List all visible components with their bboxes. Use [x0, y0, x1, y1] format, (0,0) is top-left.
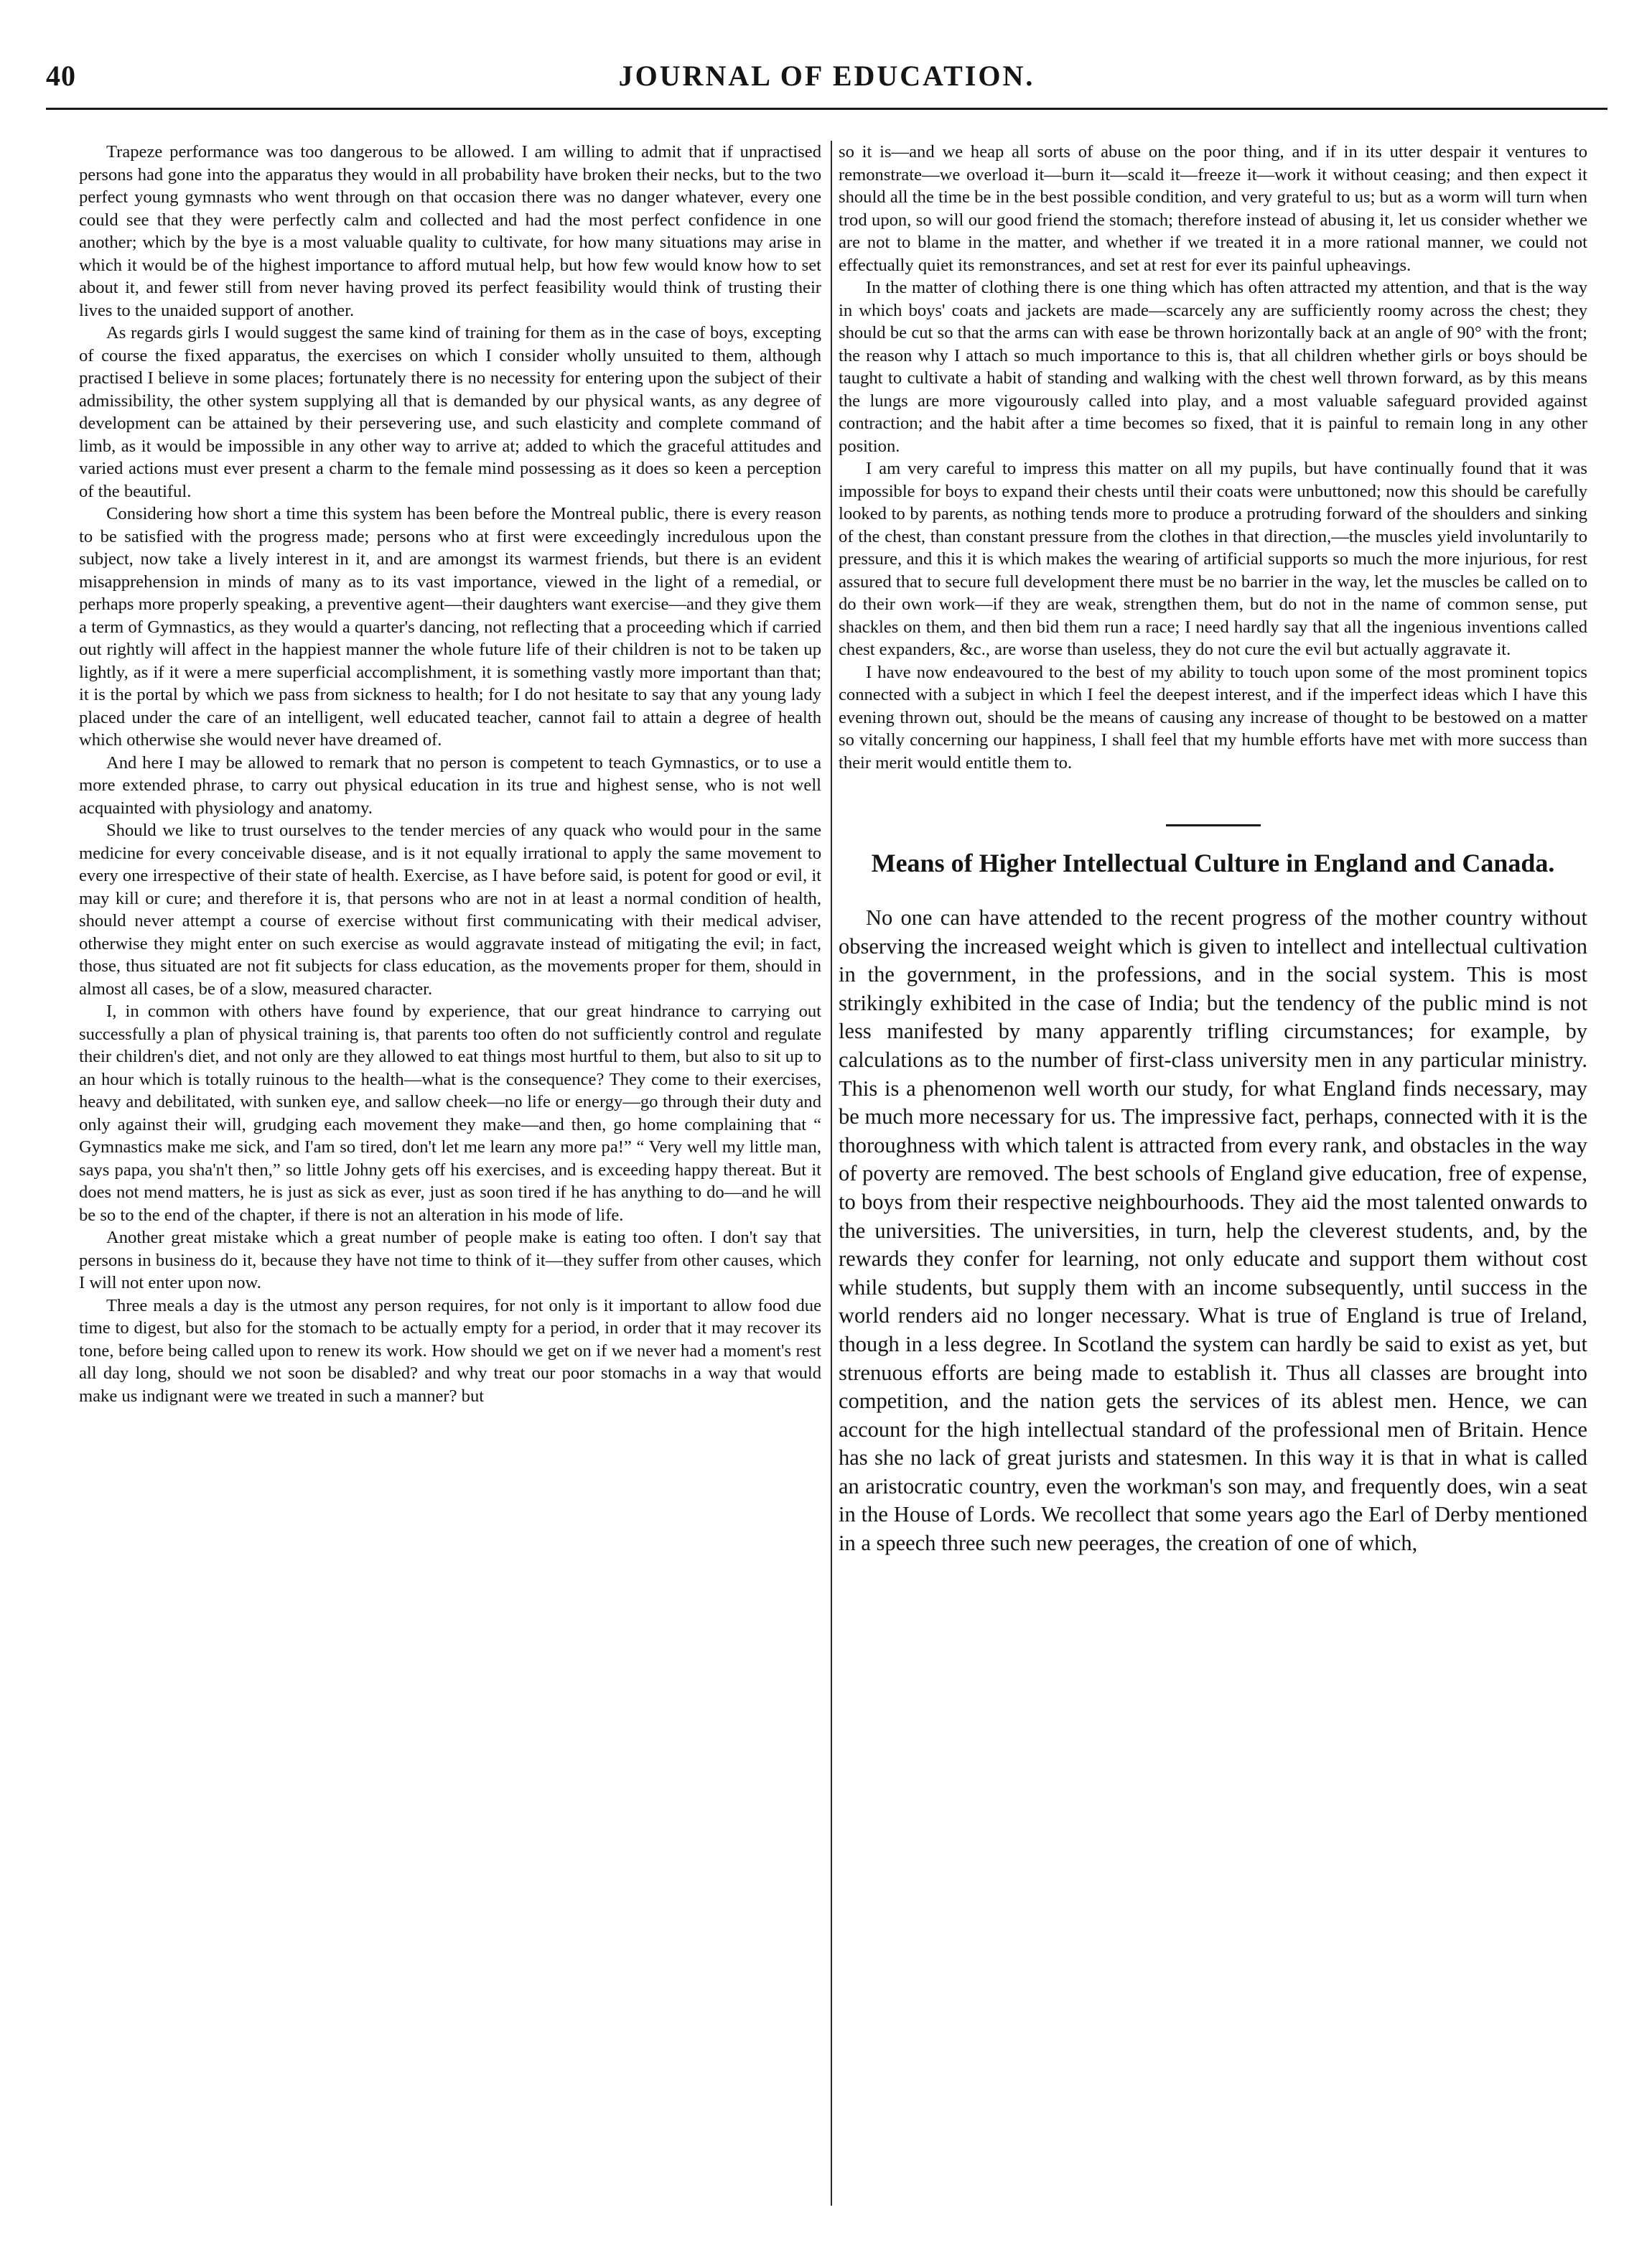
paragraph: As regards girls I would suggest the same kind of training for them as in the case of boys, excepting of course the fixed apparatus, the exercises on which I consider wholly unsuited to them, although practised I believe in some places; fortunately there is no necessity for entering upon the subject of their admissibility, the other system supplying all that is demanded by our physical wants, as any degree of development can be attained by their persevering use, and such elasticity and complete command of limb, as it would be impossible in any other way to arrive at; added to which the graceful attitudes and varied actions must ever present a charm to the female mind possessing as it does so keen a perception of the beautiful. — [79, 323, 821, 501]
continued-article — [839, 141, 1587, 774]
paragraph: No one can have attended to the recent progress of the mother country without observing the increased weight which is given to intellect and intellectual cultivation in the government, in the professions, and in the social system. This is most strikingly exhibited in the case of India; but the tendency of the public mind is not less manifested by many apparently trifling circumstances; for example, by calculations as to the number of first-class university men in any particular ministry. This is a phenomenon well worth our study, for what England finds necessary, may be much more necessary for us. The impressive fact, perhaps, connected with it is the thoroughness with which talent is attracted from every rank, and obstacles in the way of poverty are removed. The best schools of England give education, free of expense, to boys from their respective neighbourhoods. They aid the most talented onwards to the universities. The universities, in turn, help the cleverest students, and, by the rewards they confer for learning, not only educate and support them without cost while students, but supply them with an income subsequently, until success in the world renders aid no longer necessary. What is true of England is true of Ireland, though in a less degree. In Scotland the system can hardly be said to exist as yet, but strenuous efforts are being made to establish it. Thus all classes are brought into competition, and the nation gets the services of its ablest men. Hence, we can account for the high intellectual standard of the professional men of Britain. Hence has she no lack of great jurists and statesmen. In this way it is that in what is called an aristocratic country, even the workman's son may, and frequently does, win a seat in the House of Lords. We recollect that some years ago the Earl of Derby mentioned in a speech three such new peerages, the creation of one of which, — [839, 905, 1587, 1556]
column-divider — [831, 141, 832, 2206]
paragraph: Considering how short a time this system has been before the Montreal public, there is every reason to be satisfied with the progress made; persons who at first were exceedingly incredulous upon the subject, now take a lively interest in it, and are amongst its warmest friends, but there is an evident misapprehension in minds of many as to its vast importance, viewed in the light of a remedial, or perhaps more properly speaking, a preventive agent—their daughters want exercise—and they give them a term of Gymnastics, as they would a quarter's dancing, not reflecting that a proceeding which if carried out rightly will affect in the happiest manner the whole future life of their children is not to be taken up lightly, as if it were a mere superficial accomplishment, it is something vastly more important than that; it is the portal by which we pass from sickness to health; for I do not hesitate to say that any young lady placed under the care of an intelligent, well educated teacher, cannot fail to attain a degree of health which otherwise she would never have dreamed of. — [79, 504, 821, 750]
paragraph: Another great mistake which a great number of people make is eating too often. I don't say that persons in business do it, because they have not time to think of it—they suffer from other causes, which I will not enter upon now. — [79, 1228, 821, 1292]
paragraph: And here I may be allowed to remark that no person is competent to teach Gymnastics, or to use a more extended phrase, to carry out physical education in its true and highest sense, who is not well acquainted with physiology and anatomy. — [79, 752, 821, 818]
paragraph: Three meals a day is the utmost any person requires, for not only is it important to allow food due time to digest, but also for the stomach to be actually empty for a period, in order that it may recover its tone, before being called upon to renew its work. How should we get on if we never had a moment's rest all day long, should we not soon be disabled? and why treat our poor stomachs in a way that would make us indignant were we treated in such a manner? but — [79, 1295, 821, 1406]
paragraph: I, in common with others have found by experience, that our great hindrance to carrying out successfully a plan of physical training is, that parents too often do not sufficiently control and regulate their children's diet, and not only are they allowed to eat things most hurtful to them, but also to sit up to an hour which is totally ruinous to the health—what is the consequence? They come to their exercises, heavy and debilitated, with sunken eye, and sallow cheek—no life or energy—go through their duty and only against their will, grudging each movement they make—and then, go home complaining that “ Gymnastics make me sick, and I'am so tired, don't let me learn any more pa!” “ Very well my little man, says papa, you sha'n't then,” so little Johny gets off his exercises, and is exceeding happy thereat. But it does not mend matters, he is just as sick as ever, just as soon tired if he has anything to do—and he will be so to the end of the chapter, if there is not an alteration in his mode of life. — [79, 1002, 821, 1225]
article-title: Means of Higher Intellectual Culture in England and Canada. — [871, 849, 1555, 877]
paragraph: I am very careful to impress this matter on all my pupils, but have continually found that it was impossible for boys to expand their chests until their coats were unbuttoned; now this should be carefully looked to by parents, as nothing tends more to produce a protruding forward of the shoulders and sinking of the chest, than constant pressure from the clothes in that direction,—the muscles yield involuntarily to pressure, and this it is which makes the wearing of artificial supports so much the more injurious, for rest assured that to secure full development there must be no barrier in the way, let the muscles be called on to do their own work—if they are weak, strengthen them, but do not in the name of common sense, put shackles on them, and then bid them run a race; I need hardly say that all the ingenious inventions called chest expanders, &c., are worse than useless, they do not cure the evil but actually aggravate it. — [839, 459, 1587, 659]
header-rule — [46, 108, 1607, 110]
article-body — [839, 904, 1587, 1558]
page-number: 40 — [46, 60, 76, 92]
page-header — [46, 59, 1607, 102]
left-column — [79, 141, 821, 2194]
journal-title: JOURNAL OF EDUCATION. — [618, 60, 1035, 92]
section-divider — [1166, 824, 1261, 826]
paragraph: Should we like to trust ourselves to the tender mercies of any quack who would pour in the same medicine for every conceivable disease, and is it not equally irrational to apply the same movement to every one irrespective of their state of health. Exercise, as I have before said, is potent for good or evil, it may kill or cure; and therefore it is, that persons who are not in at least a normal condition of health, should never attempt a course of exercise without first communicating with their medical adviser, otherwise they might enter on such exercise as would aggravate instead of mitigating the evil; in fact, those, thus situated are not fit subjects for class education, as the movements proper for them, should in almost all cases, be of a slow, measured character. — [79, 821, 821, 999]
paragraph: Trapeze performance was too dangerous to be allowed. I am willing to admit that if unpractised persons had gone into the apparatus they would in all probability have broken their necks, but to the two perfect young gymnasts who went through on that occasion there was no danger whatever, every one could see that they were perfectly calm and collected and had the most perfect confidence in one another; which by the bye is a most valuable quality to cultivate, for how many situations may arise in which it would be of the highest importance to afford mutual help, but how few would know how to set about it, and fewer still from never having proved its perfect feasibility would think of trusting their lives to the unaided support of another. — [79, 142, 821, 320]
paragraph: I have now endeavoured to the best of my ability to touch upon some of the most prominent topics connected with a subject in which I feel the deepest interest, and if the imperfect ideas which I have this evening thrown out, should be the means of causing any increase of thought to be bestowed on a matter so vitally concerning our happiness, I shall feel that my humble efforts have met with more success than their merit would entitle them to. — [839, 662, 1587, 773]
paragraph: so it is—and we heap all sorts of abuse on the poor thing, and if in its utter despair it ventures to remonstrate—we overload it—burn it—scald it—freeze it—work it without ceasing; and then expect it should all the time be in the best possible condition, and very grateful to us; but as a worm will turn when trod upon, so will our good friend the stomach; therefore instead of abusing it, let us consider whether we are not to blame in the matter, and whether if we treated it in a more rational manner, we could not effectually quiet its remonstrances, and set at rest for ever its painful upheavings. — [839, 142, 1587, 275]
paragraph: In the matter of clothing there is one thing which has often attracted my attention, and that is the way in which boys' coats and jackets are made—scarcely any are sufficiently roomy across the chest; they should be cut so that the arms can with ease be thrown horizontally back at an angle of 90° with the front; the reason why I attach so much importance to this is, that all children whether girls or boys should be taught to cultivate a habit of standing and walking with the chest well thrown forward, as by this means the lungs are more vigourously called into play, and a most valuable safeguard provided against contraction; and the habit after a time becomes so fixed, that it is painful to remain long in any other position. — [839, 278, 1587, 456]
right-column — [839, 141, 1587, 2209]
